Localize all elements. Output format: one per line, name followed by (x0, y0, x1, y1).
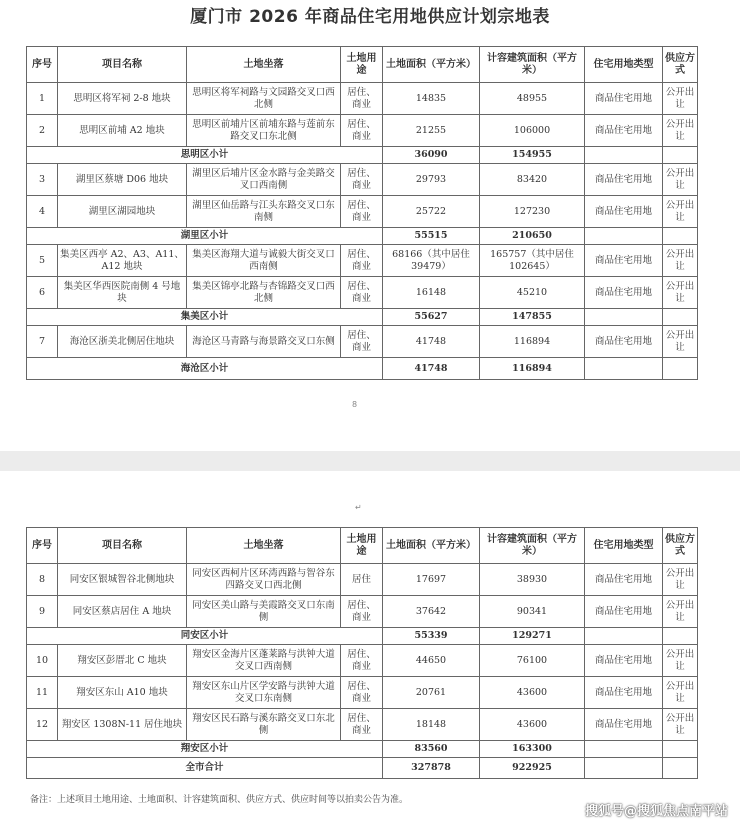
supply-method: 公开出让 (663, 596, 698, 628)
supply-method: 公开出让 (663, 196, 698, 228)
land-area: 16148 (383, 277, 480, 309)
subtotal-land-area: 327878 (383, 758, 480, 779)
supply-method: 公开出让 (663, 277, 698, 309)
header-cell: 序号 (27, 47, 58, 83)
table-row (27, 196, 698, 228)
land-table-part1 (26, 46, 698, 380)
row-number: 11 (27, 677, 58, 709)
floor-area: 43600 (480, 677, 585, 709)
supply-method: 公开出让 (663, 83, 698, 115)
residential-type: 商品住宅用地 (585, 564, 663, 596)
land-location: 集美区锦亭北路与杏锦路交叉口西北侧 (187, 277, 341, 309)
header-cell: 土地面积（平方米） (383, 47, 480, 83)
empty-cell (585, 358, 663, 380)
subtotal-label: 同安区小计 (27, 628, 383, 645)
land-use: 居住 (341, 564, 383, 596)
land-area: 18148 (383, 709, 480, 741)
header-cell: 项目名称 (58, 47, 187, 83)
floor-area: 127230 (480, 196, 585, 228)
floor-area: 48955 (480, 83, 585, 115)
header-cell: 土地坐落 (187, 528, 341, 564)
land-location: 思明区将军祠路与文园路交叉口西北侧 (187, 83, 341, 115)
subtotal-floor-area: 147855 (480, 309, 585, 326)
empty-cell (585, 147, 663, 164)
land-use: 居住、商业 (341, 196, 383, 228)
project-name: 湖里区湖园地块 (58, 196, 187, 228)
subtotal-floor-area: 116894 (480, 358, 585, 380)
land-location: 同安区西柯片区环湾西路与智谷东四路交叉口西北侧 (187, 564, 341, 596)
land-area: 25722 (383, 196, 480, 228)
row-number: 1 (27, 83, 58, 115)
subtotal-label: 海沧区小计 (27, 358, 383, 380)
subtotal-label: 全市合计 (27, 758, 383, 779)
subtotal-land-area: 36090 (383, 147, 480, 164)
subtotal-row (27, 628, 698, 645)
project-name: 集美区西亭 A2、A3、A11、A12 地块 (58, 245, 187, 277)
subtotal-land-area: 55627 (383, 309, 480, 326)
document-title: 厦门市 2026 年商品住宅用地供应计划宗地表 (190, 7, 550, 27)
table-row (27, 245, 698, 277)
subtotal-label: 湖里区小计 (27, 228, 383, 245)
empty-cell (663, 741, 698, 758)
land-location: 同安区美山路与美霞路交叉口东南侧 (187, 596, 341, 628)
supply-method: 公开出让 (663, 326, 698, 358)
table-row (27, 277, 698, 309)
subtotal-land-area: 55339 (383, 628, 480, 645)
land-use: 居住、商业 (341, 645, 383, 677)
row-number: 9 (27, 596, 58, 628)
header-cell: 住宅用地类型 (585, 47, 663, 83)
residential-type: 商品住宅用地 (585, 83, 663, 115)
land-table-part2 (26, 527, 698, 779)
land-location: 翔安区东山片区学安路与洪钟大道交叉口东南侧 (187, 677, 341, 709)
empty-cell (585, 628, 663, 645)
row-number: 2 (27, 115, 58, 147)
land-use: 居住、商业 (341, 677, 383, 709)
project-name: 翔安区 1308N-11 居住地块 (58, 709, 187, 741)
residential-type: 商品住宅用地 (585, 115, 663, 147)
land-area: 41748 (383, 326, 480, 358)
subtotal-row (27, 228, 698, 245)
header-cell: 计容建筑面积（平方米） (480, 528, 585, 564)
floor-area: 165757（其中居住 102645） (480, 245, 585, 277)
paragraph-mark: ↵ (355, 503, 362, 512)
land-area: 29793 (383, 164, 480, 196)
land-area: 21255 (383, 115, 480, 147)
table-row (27, 645, 698, 677)
row-number: 7 (27, 326, 58, 358)
header-cell: 土地面积（平方米） (383, 528, 480, 564)
supply-method: 公开出让 (663, 245, 698, 277)
floor-area: 76100 (480, 645, 585, 677)
header-cell: 供应方式 (663, 528, 698, 564)
subtotal-row (27, 758, 698, 779)
table-row (27, 326, 698, 358)
subtotal-label: 集美区小计 (27, 309, 383, 326)
floor-area: 116894 (480, 326, 585, 358)
header-cell: 项目名称 (58, 528, 187, 564)
table-row (27, 164, 698, 196)
row-number: 5 (27, 245, 58, 277)
subtotal-row (27, 358, 698, 380)
land-area: 37642 (383, 596, 480, 628)
subtotal-row (27, 741, 698, 758)
floor-area: 106000 (480, 115, 585, 147)
subtotal-row (27, 309, 698, 326)
land-use: 居住、商业 (341, 164, 383, 196)
table-row (27, 564, 698, 596)
residential-type: 商品住宅用地 (585, 596, 663, 628)
project-name: 集美区华西医院南侧 4 号地块 (58, 277, 187, 309)
land-area: 20761 (383, 677, 480, 709)
project-name: 同安区蔡店居住 A 地块 (58, 596, 187, 628)
supply-method: 公开出让 (663, 709, 698, 741)
residential-type: 商品住宅用地 (585, 326, 663, 358)
empty-cell (663, 358, 698, 380)
empty-cell (585, 741, 663, 758)
empty-cell (585, 228, 663, 245)
empty-cell (663, 309, 698, 326)
land-location: 湖里区后埔片区金水路与金美路交叉口西南侧 (187, 164, 341, 196)
table-row (27, 677, 698, 709)
land-location: 集美区海翔大道与诚毅大街交叉口西南侧 (187, 245, 341, 277)
subtotal-floor-area: 129271 (480, 628, 585, 645)
row-number: 3 (27, 164, 58, 196)
table-row (27, 709, 698, 741)
land-use: 居住、商业 (341, 596, 383, 628)
empty-cell (663, 628, 698, 645)
row-number: 12 (27, 709, 58, 741)
subtotal-floor-area: 163300 (480, 741, 585, 758)
subtotal-floor-area: 922925 (480, 758, 585, 779)
land-area: 44650 (383, 645, 480, 677)
residential-type: 商品住宅用地 (585, 245, 663, 277)
subtotal-row (27, 147, 698, 164)
empty-cell (585, 758, 663, 779)
project-name: 湖里区蔡塘 D06 地块 (58, 164, 187, 196)
header-cell: 供应方式 (663, 47, 698, 83)
land-location: 翔安区金海片区蓬莱路与洪钟大道交叉口西南侧 (187, 645, 341, 677)
empty-cell (663, 228, 698, 245)
supply-method: 公开出让 (663, 564, 698, 596)
land-use: 居住、商业 (341, 709, 383, 741)
watermark: 搜狐号@搜狐焦点南平站 (584, 804, 728, 819)
header-cell: 计容建筑面积（平方米） (480, 47, 585, 83)
land-location: 翔安区民石路与溪东路交叉口东北侧 (187, 709, 341, 741)
residential-type: 商品住宅用地 (585, 196, 663, 228)
land-use: 居住、商业 (341, 115, 383, 147)
floor-area: 38930 (480, 564, 585, 596)
supply-method: 公开出让 (663, 677, 698, 709)
floor-area: 45210 (480, 277, 585, 309)
land-location: 海沧区马青路与海景路交叉口东侧 (187, 326, 341, 358)
land-area: 17697 (383, 564, 480, 596)
subtotal-floor-area: 154955 (480, 147, 585, 164)
row-number: 6 (27, 277, 58, 309)
row-number: 10 (27, 645, 58, 677)
subtotal-floor-area: 210650 (480, 228, 585, 245)
page-number-mark: 8 (352, 400, 358, 409)
supply-method: 公开出让 (663, 164, 698, 196)
floor-area: 83420 (480, 164, 585, 196)
land-area: 14835 (383, 83, 480, 115)
subtotal-land-area: 55515 (383, 228, 480, 245)
land-area: 68166（其中居住 39479） (383, 245, 480, 277)
row-number: 4 (27, 196, 58, 228)
header-cell: 序号 (27, 528, 58, 564)
supply-method: 公开出让 (663, 645, 698, 677)
supply-method: 公开出让 (663, 115, 698, 147)
subtotal-land-area: 83560 (383, 741, 480, 758)
project-name: 海沧区浙美北侧居住地块 (58, 326, 187, 358)
row-number: 8 (27, 564, 58, 596)
empty-cell (663, 147, 698, 164)
project-name: 翔安区东山 A10 地块 (58, 677, 187, 709)
floor-area: 90341 (480, 596, 585, 628)
table-header-row (27, 528, 698, 564)
floor-area: 43600 (480, 709, 585, 741)
subtotal-land-area: 41748 (383, 358, 480, 380)
header-cell: 土地用途 (341, 47, 383, 83)
residential-type: 商品住宅用地 (585, 164, 663, 196)
land-use: 居住、商业 (341, 83, 383, 115)
subtotal-label: 翔安区小计 (27, 741, 383, 758)
table-row (27, 83, 698, 115)
land-location: 思明区前埔片区前埔东路与莲前东路交叉口东北侧 (187, 115, 341, 147)
project-name: 同安区银城智谷北侧地块 (58, 564, 187, 596)
table-row (27, 115, 698, 147)
footnote: 备注：上述项目土地用途、土地面积、计容建筑面积、供应方式、供应时间等以拍卖公告为准。 (30, 795, 409, 805)
empty-cell (585, 309, 663, 326)
residential-type: 商品住宅用地 (585, 709, 663, 741)
project-name: 思明区将军祠 2-8 地块 (58, 83, 187, 115)
residential-type: 商品住宅用地 (585, 677, 663, 709)
table-row (27, 596, 698, 628)
table-body (27, 564, 698, 779)
table-body (27, 83, 698, 380)
project-name: 翔安区彭厝北 C 地块 (58, 645, 187, 677)
empty-cell (663, 758, 698, 779)
subtotal-label: 思明区小计 (27, 147, 383, 164)
header-cell: 住宅用地类型 (585, 528, 663, 564)
land-use: 居住、商业 (341, 277, 383, 309)
header-cell: 土地坐落 (187, 47, 341, 83)
table-header-row (27, 47, 698, 83)
residential-type: 商品住宅用地 (585, 645, 663, 677)
page-break-gap (0, 451, 740, 471)
land-use: 居住、商业 (341, 326, 383, 358)
header-cell: 土地用途 (341, 528, 383, 564)
residential-type: 商品住宅用地 (585, 277, 663, 309)
project-name: 思明区前埔 A2 地块 (58, 115, 187, 147)
land-use: 居住、商业 (341, 245, 383, 277)
land-location: 湖里区仙岳路与江头东路交叉口东南侧 (187, 196, 341, 228)
